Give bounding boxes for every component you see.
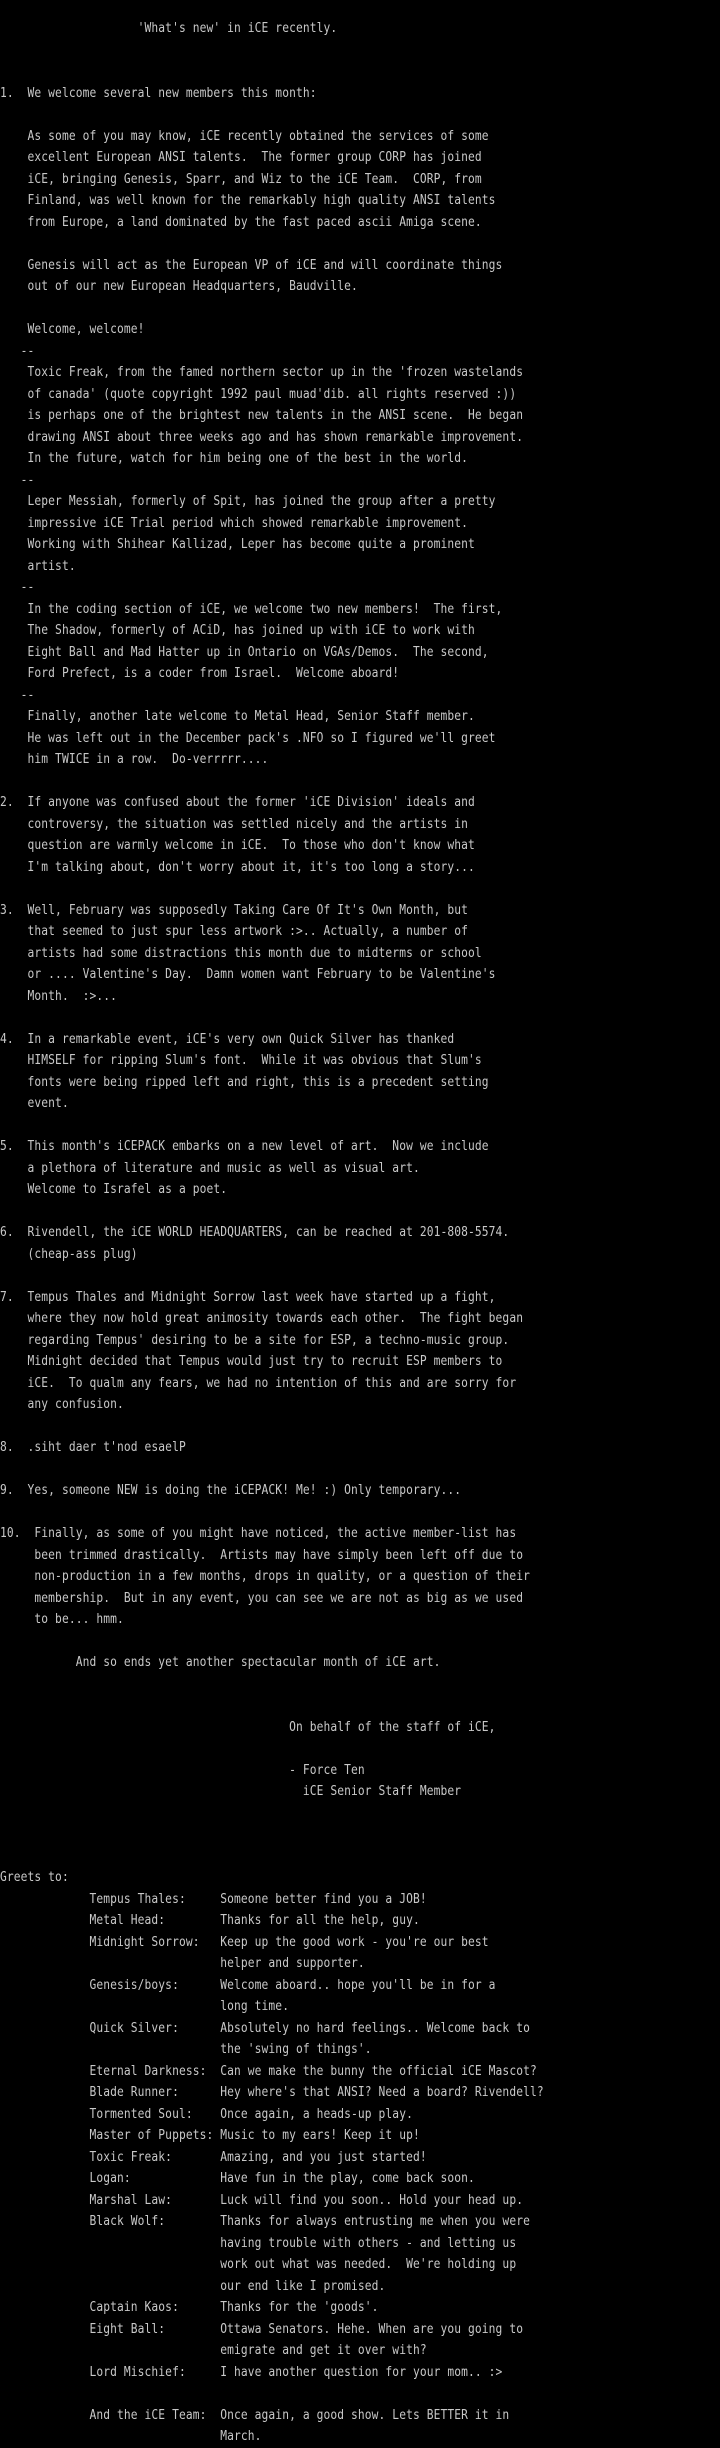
- text-line: (cheap-ass plug): [0, 1246, 138, 1262]
- text-line: Tormented Soul: Once again, a heads-up play.: [0, 2106, 413, 2122]
- text-line: He was left out in the December pack's .NFO so I figured we'll greet: [0, 730, 496, 746]
- text-line: --: [0, 343, 35, 359]
- text-line: artist.: [0, 558, 76, 574]
- text-line: 10. Finally, as some of you might have noticed, the active member-list has: [0, 1526, 517, 1541]
- text-line: And the iCE Team: Once again, a good show. Lets BETTER it in: [0, 2407, 510, 2423]
- text-line: Logan: Have fun in the play, come back soon.: [0, 2171, 475, 2186]
- text-line: Working with Shihear Kallizad, Leper has become quite a prominent: [0, 537, 475, 552]
- text-line: iCE Senior Staff Member: [0, 1784, 462, 1799]
- text-line: Welcome, welcome!: [0, 322, 145, 337]
- text-line: him TWICE in a row. Do-verrrrr....: [0, 752, 269, 767]
- text-line: Lord Mischief: I have another question for your mom.. :>: [0, 2364, 503, 2380]
- text-line: artists had some distractions this month due to midterms or school: [0, 945, 482, 961]
- text-line: event.: [0, 1096, 69, 1111]
- text-line: Finland, was well known for the remarkably high quality ANSI talents: [0, 193, 496, 208]
- text-line: Midnight decided that Tempus would just try to recruit ESP members to: [0, 1354, 503, 1369]
- text-line: Leper Messiah, formerly of Spit, has joined the group after a pretty: [0, 494, 496, 509]
- text-line: iCE. To qualm any fears, we had no intention of this and are sorry for: [0, 1375, 517, 1391]
- text-line: Marshal Law: Luck will find you soon.. Hold your head up.: [0, 2192, 524, 2208]
- text-line: Quick Silver: Absolutely no hard feelings.. Welcome back to: [0, 2020, 530, 2036]
- text-line: emigrate and get it over with?: [0, 2343, 427, 2358]
- text-line: to be... hmm.: [0, 1612, 124, 1627]
- text-line: Finally, another late welcome to Metal Head, Senior Staff member.: [0, 709, 475, 724]
- text-line: iCE, bringing Genesis, Sparr, and Wiz to the iCE Team. CORP, from: [0, 171, 482, 187]
- text-line: I'm talking about, don't worry about it, it's too long a story...: [0, 859, 475, 875]
- text-line: from Europe, a land dominated by the fast paced ascii Amiga scene.: [0, 214, 482, 230]
- text-line: --: [0, 580, 35, 595]
- text-line: any confusion.: [0, 1397, 124, 1412]
- text-line: Genesis/boys: Welcome aboard.. hope you'll be in for a: [0, 1977, 496, 1993]
- text-line: Captain Kaos: Thanks for the 'goods'.: [0, 2300, 379, 2315]
- text-line: Tempus Thales: Someone better find you a JOB!: [0, 1891, 427, 1907]
- text-line: out of our new European Headquarters, Baudville.: [0, 279, 358, 294]
- text-line: 8. .siht daer t'nod esaelP: [0, 1440, 186, 1455]
- text-line: The Shadow, formerly of ACiD, has joined up with iCE to work with: [0, 623, 475, 638]
- text-line: March.: [0, 2429, 262, 2444]
- text-line: long time.: [0, 1999, 290, 2014]
- text-line: 9. Yes, someone NEW is doing the iCEPACK! Me! :) Only temporary...: [0, 1483, 462, 1498]
- text-line: Genesis will act as the European VP of iCE and will coordinate things: [0, 257, 503, 273]
- text-line: where they now hold great animosity towards each other. The fight began: [0, 1311, 524, 1326]
- text-line: been trimmed drastically. Artists may have simply been left off due to: [0, 1547, 524, 1563]
- text-line: fonts were being ripped left and right, this is a precedent setting: [0, 1074, 489, 1090]
- text-line: non-production in a few months, drops in quality, or a question of their: [0, 1569, 530, 1584]
- text-line: Eternal Darkness: Can we make the bunny the official iCE Mascot?: [0, 2063, 537, 2079]
- text-line: Toxic Freak: Amazing, and you just started!: [0, 2149, 427, 2165]
- text-line: 4. In a remarkable event, iCE's very own Quick Silver has thanked: [0, 1031, 455, 1047]
- text-line: is perhaps one of the brightest new talents in the ANSI scene. He began: [0, 408, 524, 423]
- text-line: a plethora of literature and music as well as visual art.: [0, 1160, 420, 1176]
- text-line: Metal Head: Thanks for all the help, guy.: [0, 1913, 420, 1928]
- text-line: As some of you may know, iCE recently obtained the services of some: [0, 128, 489, 144]
- text-line: 6. Rivendell, the iCE WORLD HEADQUARTERS, can be reached at 201-808-5574.: [0, 1225, 510, 1240]
- text-line: impressive iCE Trial period which showed remarkable improvement.: [0, 515, 469, 531]
- text-line: Master of Puppets: Music to my ears! Keep it up!: [0, 2128, 420, 2143]
- text-line: having trouble with others - and letting us: [0, 2235, 517, 2251]
- text-line: 'What's new' in iCE recently.: [0, 21, 338, 36]
- text-line: 5. This month's iCEPACK embarks on a new level of art. Now we include: [0, 1139, 489, 1154]
- text-line: In the future, watch for him being one of the best in the world.: [0, 451, 469, 466]
- text-line: Ford Prefect, is a coder from Israel. Welcome aboard!: [0, 666, 400, 681]
- text-line: - Force Ten: [0, 1762, 365, 1778]
- text-line: Toxic Freak, from the famed northern sector up in the 'frozen wastelands: [0, 365, 524, 380]
- text-line: On behalf of the staff of iCE,: [0, 1719, 496, 1735]
- text-line: --: [0, 687, 35, 703]
- text-line: Greets to:: [0, 1870, 69, 1885]
- text-line: of canada' (quote copyright 1992 paul muad'dib. all rights reserved :)): [0, 386, 517, 402]
- text-line: Black Wolf: Thanks for always entrusting me when you were: [0, 2214, 530, 2229]
- text-line: 7. Tempus Thales and Midnight Sorrow last week have started up a fight,: [0, 1289, 496, 1305]
- text-line: membership. But in any event, you can see we are not as big as we used: [0, 1590, 524, 1606]
- text-line: Month. :>...: [0, 988, 118, 1004]
- text-line: our end like I promised.: [0, 2278, 386, 2294]
- text-line: Welcome to Israfel as a poet.: [0, 1182, 228, 1197]
- text-line: In the coding section of iCE, we welcome two new members! The first,: [0, 601, 503, 617]
- text-line: question are warmly welcome in iCE. To those who don't know what: [0, 838, 475, 853]
- text-line: regarding Tempus' desiring to be a site for ESP, a techno-music group.: [0, 1332, 510, 1348]
- text-line: Eight Ball: Ottawa Senators. Hehe. When are you going to: [0, 2321, 524, 2337]
- text-line: 3. Well, February was supposedly Taking Care Of It's Own Month, but: [0, 902, 469, 918]
- text-line: excellent European ANSI talents. The former group CORP has joined: [0, 150, 482, 165]
- text-line: helper and supporter.: [0, 1956, 365, 1971]
- text-line: HIMSELF for ripping Slum's font. While it was obvious that Slum's: [0, 1053, 482, 1068]
- text-line: controversy, the situation was settled nicely and the artists in: [0, 816, 469, 832]
- text-line: Blade Runner: Hey where's that ANSI? Need a board? Rivendell?: [0, 2085, 544, 2100]
- text-line: Midnight Sorrow: Keep up the good work - you're our best: [0, 1934, 489, 1950]
- text-line: drawing ANSI about three weeks ago and has shown remarkable improvement.: [0, 429, 524, 445]
- text-line: --: [0, 472, 35, 488]
- text-line: or .... Valentine's Day. Damn women want February to be Valentine's: [0, 967, 496, 982]
- text-line: the 'swing of things'.: [0, 2042, 372, 2057]
- text-line: 1. We welcome several new members this month:: [0, 85, 317, 101]
- nfo-text: [0, 18, 619, 2448]
- text-line: that seemed to just spur less artwork :>.. Actually, a number of: [0, 924, 469, 939]
- text-line: work out what was needed. We're holding up: [0, 2257, 517, 2272]
- text-line: And so ends yet another spectacular month of iCE art.: [0, 1655, 441, 1670]
- text-line: Eight Ball and Mad Hatter up in Ontario on VGAs/Demos. The second,: [0, 644, 489, 660]
- text-line: 2. If anyone was confused about the former 'iCE Division' ideals and: [0, 795, 475, 810]
